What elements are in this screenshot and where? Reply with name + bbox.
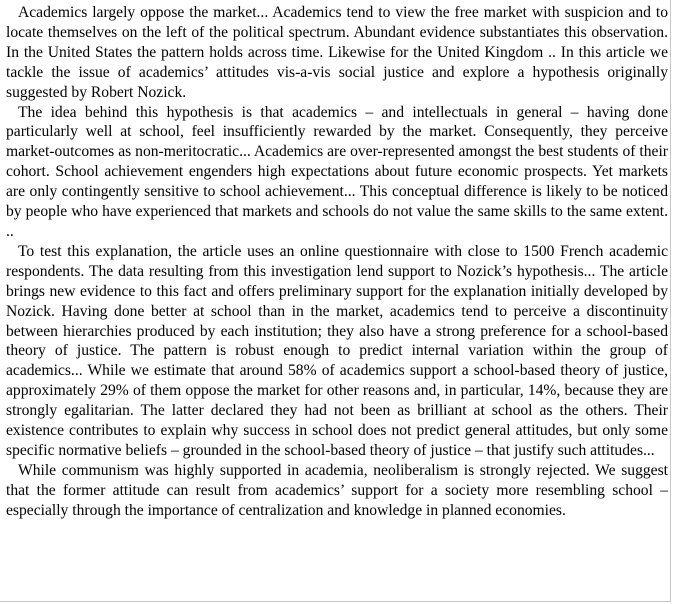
paragraph-conclusion: While communism was highly supported in academia, neoliberalism is strongly rejected. We suggest that the former attitude can result from academics’ support for a society more resembling school – especially through the importance of centralization and knowledge in planned economies. (6, 461, 668, 519)
paragraph-method-results: To test this explanation, the article uses an online questionnaire with close to 1500 French academic respondents. The data resulting from this investigation lend support to Nozick’s hypothesis... The article brings new evidence to this fact and offers preliminary support for the explanation initially developed by Nozick. Having done better at school than in the market, academics tend to perceive a discontinuity between hierarchies produced by each institution; they also have a strong preference for a school-based theory of justice. The pattern is robust enough to predict internal variation within the group of academics... While we estimate that around 58% of academics support a school-based theory of justice, approximately 29% of them oppose the market for other reasons and, in particular, 14%, because they are strongly egalitarian. The latter declared they had not been as brilliant at school as the others. Their existence contributes to explain why success in school does not predict general attitudes, but only some specific normative beliefs – grounded in the school-based theory of justice – that justify such attitudes... (6, 242, 668, 459)
paragraph-intro: Academics largely oppose the market... Academics tend to view the free market with suspicion and to locate themselves on the left of the political spectrum. Abundant evidence substantiates this observation. In the United States the pattern holds across time. Likewise for the United Kingdom .. In this article we tackle the issue of academics’ attitudes vis-a-vis social justice and explore a hypothesis originally suggested by Robert Nozick. (6, 4, 668, 101)
paragraph-hypothesis: The idea behind this hypothesis is that academics – and intellectuals in general – having done particularly well at school, feel insufficiently rewarded by the market. Consequently, they perceive market-outcomes as non-meritocratic... Academics are over-represented amongst the best students of their cohort. School achievement engenders high expectations about future economic prospects. Yet markets are only contingently sensitive to school achievement... This conceptual difference is likely to be noticed by people who have experienced that markets and schools do not value the same skills to the same extent. .. (6, 103, 668, 240)
document-body (6, 3, 668, 521)
